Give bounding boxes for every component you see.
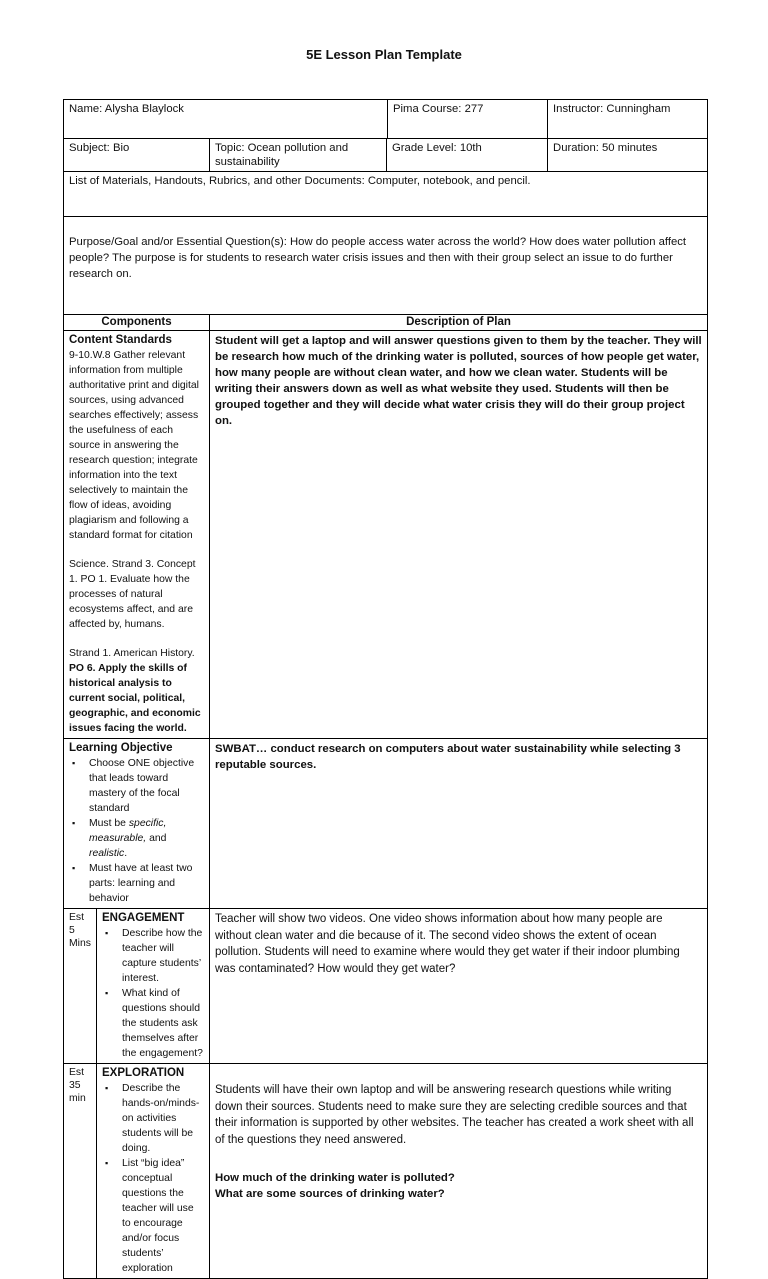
standard-history bbox=[69, 646, 204, 736]
exploration-time: Est 35 min bbox=[64, 1064, 97, 1279]
content-standards-row bbox=[64, 331, 708, 739]
topic-field bbox=[210, 139, 387, 172]
instructor-field: Instructor: Cunningham bbox=[548, 100, 708, 139]
components-heading: Components bbox=[64, 315, 210, 331]
engagement-list bbox=[102, 926, 204, 1061]
learning-objective-list bbox=[69, 756, 204, 906]
exploration-description-cell bbox=[210, 1064, 708, 1279]
standard-history-bold: PO 6. Apply the skills of historical analysis to current social, political, geographic, and economic issues facing the world. bbox=[69, 663, 201, 734]
engagement-description: Teacher will show two videos. One video shows information about how many people are without clean water and die because of it. The second video shows the extent of ocean pollution. Students will need to examine where would they get water if their indoor plumbing was contaminated? How would they get water? bbox=[210, 909, 708, 1064]
list-item: ▪ Describe how the teacher will capture students’ interest. bbox=[122, 926, 204, 986]
materials-field: List of Materials, Handouts, Rubrics, and other Documents: Computer, notebook, and pencil. bbox=[64, 172, 708, 217]
exploration-list bbox=[102, 1081, 204, 1276]
learning-objective-row bbox=[64, 739, 708, 909]
subject-field: Subject: Bio bbox=[64, 139, 210, 172]
exploration-cell bbox=[97, 1064, 210, 1279]
learning-objective-cell bbox=[64, 739, 210, 909]
learning-objective-description: SWBAT… conduct research on computers about water sustainability while selecting 3 reputable sources. bbox=[210, 739, 708, 909]
engagement-row bbox=[64, 909, 708, 1064]
list-item: ▪ Describe the hands-on/minds-on activities students will be doing. bbox=[122, 1081, 204, 1156]
exploration-title: EXPLORATION bbox=[102, 1067, 185, 1079]
text-italic: specific, measurable, bbox=[89, 818, 167, 844]
header-row-2 bbox=[64, 139, 708, 172]
name-field: Name: Alysha Blaylock bbox=[69, 103, 184, 115]
exploration-question-1: How much of the drinking water is polluted? bbox=[215, 1172, 455, 1184]
lesson-plan-table bbox=[63, 99, 708, 1279]
content-standards-title: Content Standards bbox=[69, 334, 172, 346]
grade-field: Grade Level: 10th bbox=[387, 139, 548, 172]
exploration-question-2: What are some sources of drinking water? bbox=[215, 1188, 445, 1200]
list-item: ▪ Choose ONE objective that leads toward mastery of the focal standard bbox=[89, 756, 204, 816]
content-standards-cell bbox=[64, 331, 210, 739]
engagement-title: ENGAGEMENT bbox=[102, 912, 185, 924]
engagement-time: Est 5 Mins bbox=[64, 909, 97, 1064]
list-item: ▪ What kind of questions should the students ask themselves after the engagement? bbox=[122, 986, 204, 1061]
text: and bbox=[146, 833, 167, 844]
components-header-row bbox=[64, 315, 708, 331]
text-italic: realistic bbox=[89, 848, 125, 859]
duration-field: Duration: 50 minutes bbox=[548, 139, 708, 172]
standard-w8: 9-10.W.8 Gather relevant information from multiple authoritative print and digital sources, using advanced searches effectively; assess the usefulness of each source in answering the research question; integrate information into the text selectively to maintain the flow of ideas, avoiding plagiarism and following a standard format for citation bbox=[69, 350, 199, 541]
header-row-1 bbox=[64, 100, 708, 139]
content-standards-description: Student will get a laptop and will answer questions given to them by the teacher. They will be research how much of the drinking water is polluted, sources of how people get water, how many people are without clean water, and how we clean water. Students will be writing their answers down as well as what website they used. Students will then be grouped together and they will decide what water crisis they will do their group project on. bbox=[210, 331, 708, 739]
exploration-description: Students will have their own laptop and will be answering research questions while writing down their sources. Students need to make sure they are selecting credible sources and that their information is supported by other websites. The teacher has created a work sheet with all of the questions they need answered. bbox=[215, 1084, 694, 1146]
document-title: 5E Lesson Plan Template bbox=[306, 47, 462, 62]
list-item: ▪ List “big idea” conceptual questions the teacher will use to encourage and/or focus students’ exploration bbox=[122, 1156, 204, 1276]
standard-science: Science. Strand 3. Concept 1. PO 1. Evaluate how the processes of natural ecosystems affect, and are affected by, humans. bbox=[69, 559, 196, 630]
learning-objective-title: Learning Objective bbox=[69, 742, 173, 754]
course-field: Pima Course: 277 bbox=[387, 100, 547, 138]
purpose-row bbox=[64, 217, 708, 315]
exploration-row bbox=[64, 1064, 708, 1279]
description-heading: Description of Plan bbox=[210, 315, 708, 331]
text: . bbox=[124, 848, 128, 859]
topic-text: Topic: Ocean pollution and sustainability bbox=[215, 142, 349, 168]
purpose-field: Purpose/Goal and/or Essential Question(s): How do people access water across the world? How does water pollution affect people? The purpose is for students to research water crisis issues and then with their group select an issue to do further research on. bbox=[64, 217, 708, 315]
materials-row bbox=[64, 172, 708, 217]
text: Must be bbox=[89, 818, 129, 829]
list-item: ▪ Must have at least two parts: learning and behavior bbox=[89, 861, 204, 906]
standard-history-plain: Strand 1. American History. bbox=[69, 648, 195, 659]
engagement-cell bbox=[97, 909, 210, 1064]
name-cell bbox=[64, 100, 548, 139]
list-item bbox=[89, 816, 204, 861]
